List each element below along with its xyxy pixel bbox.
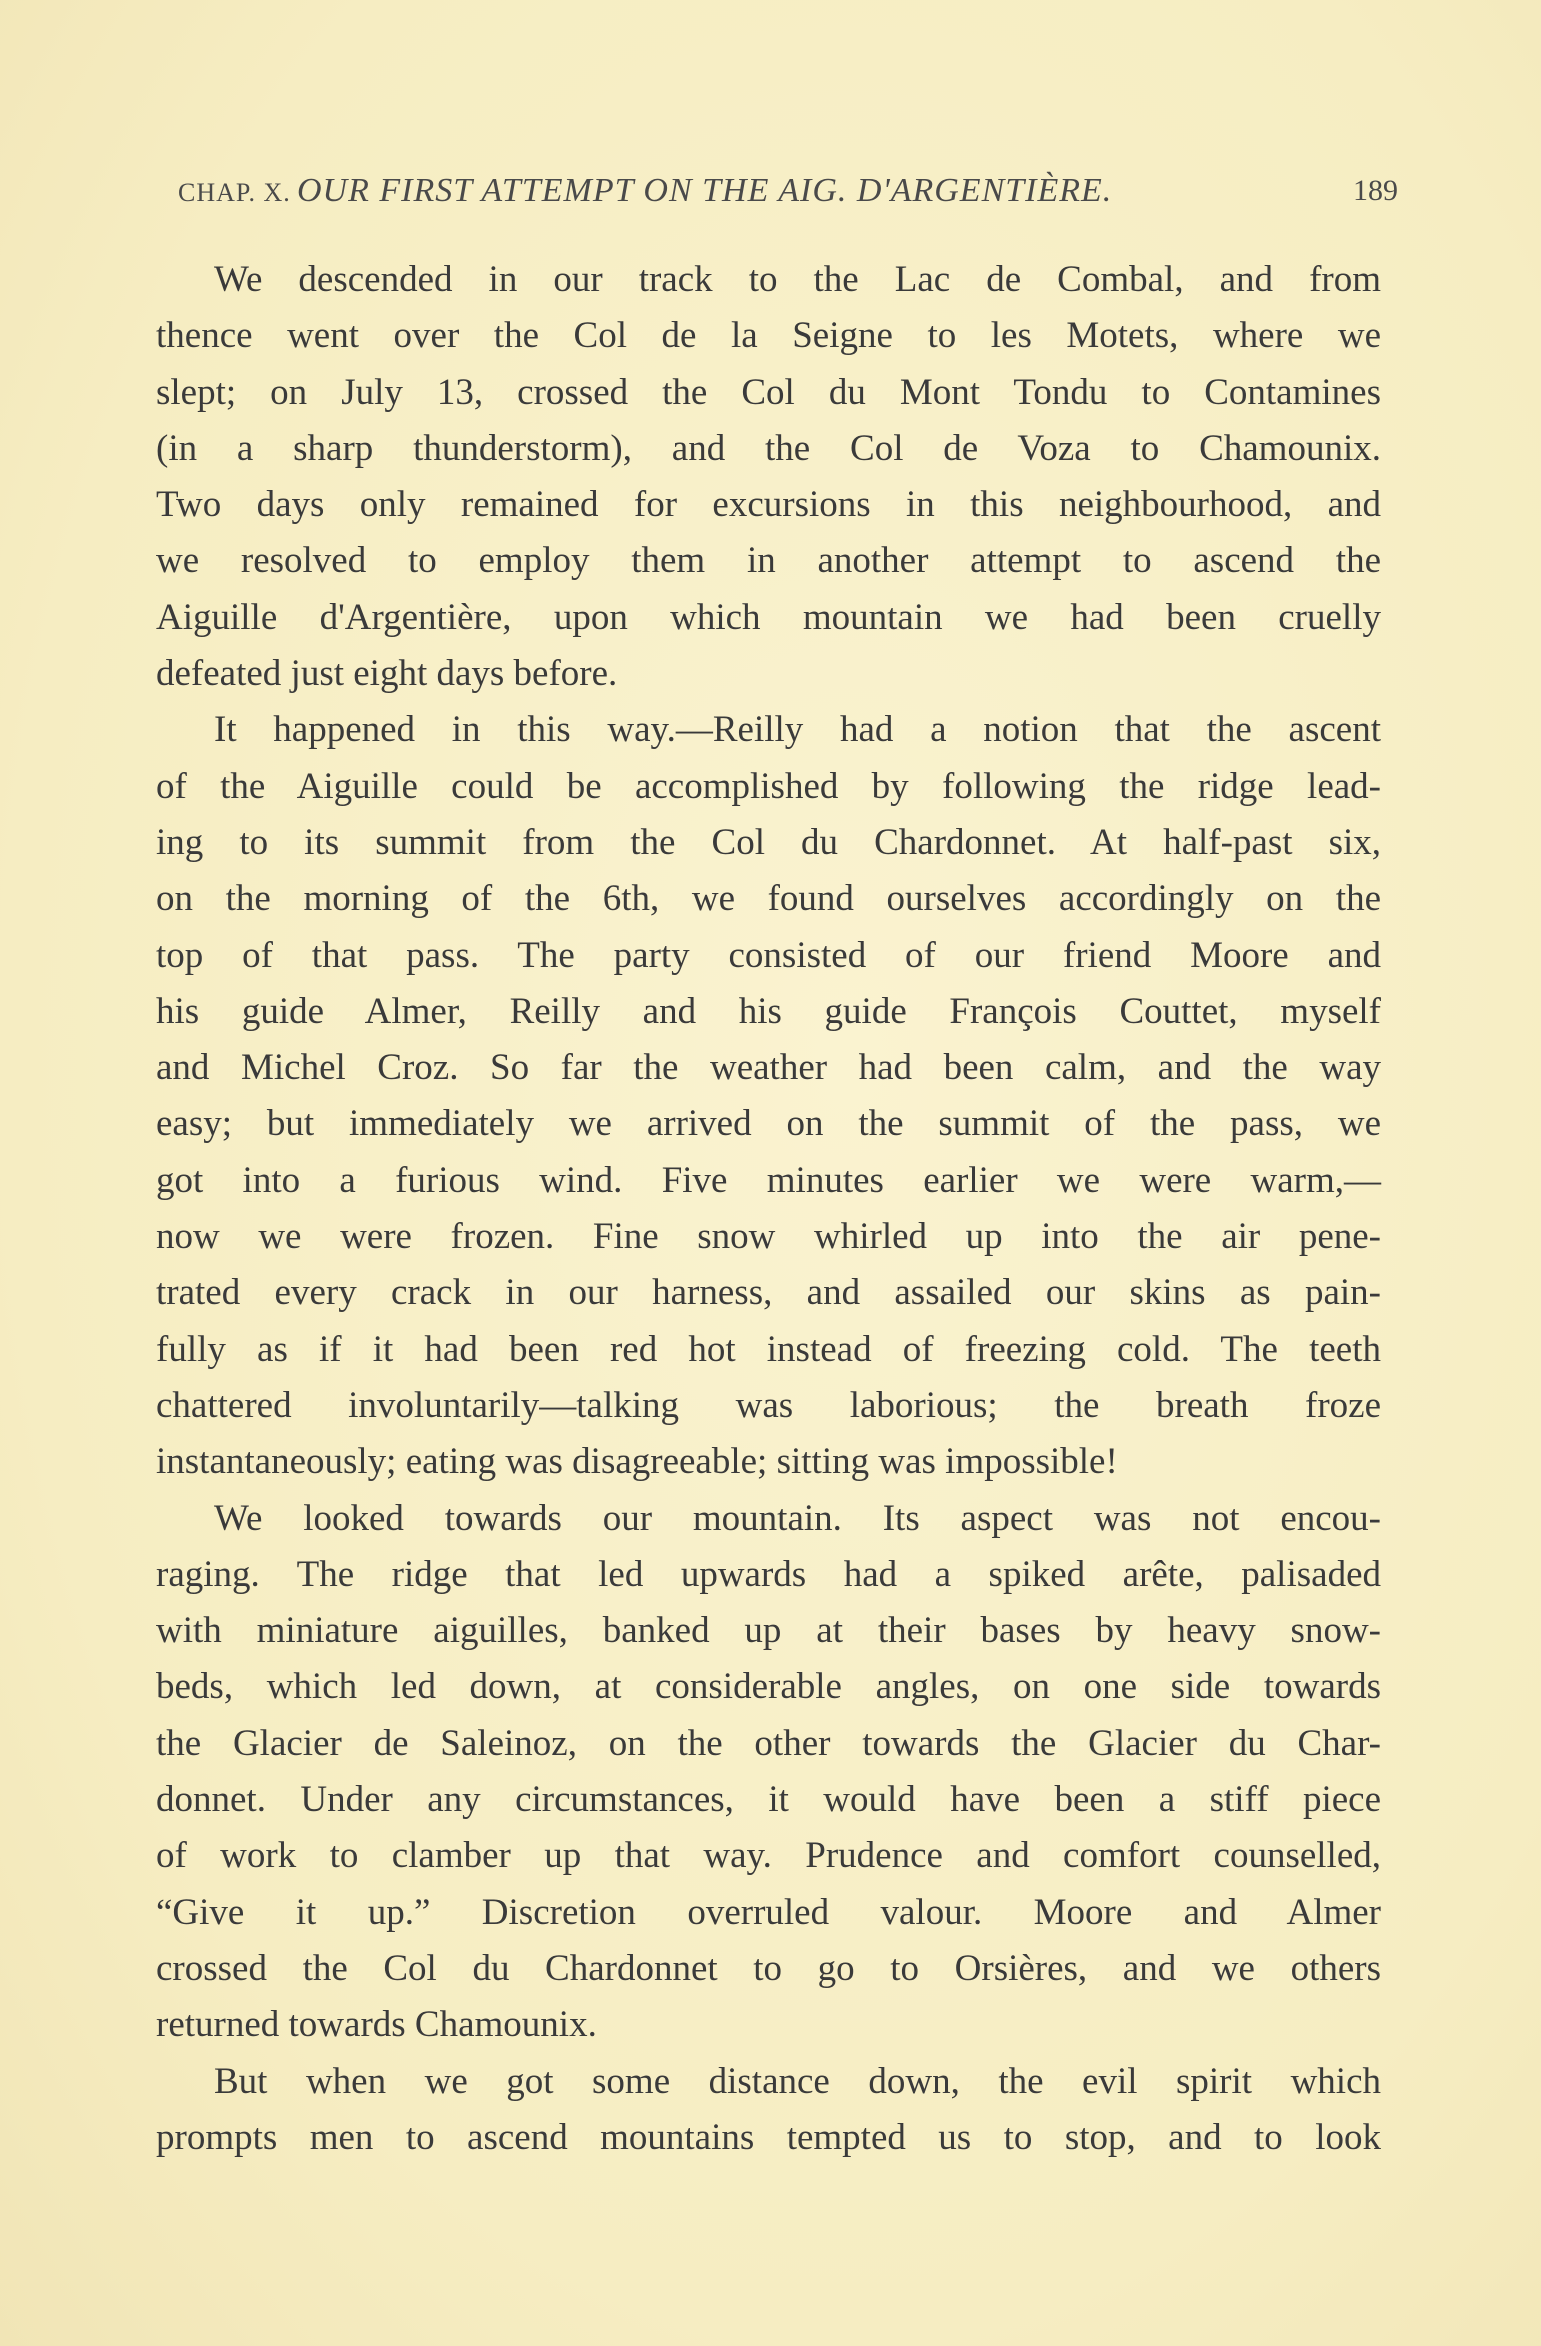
text-line: We descended in our track to the Lac de Combal, and from — [214, 259, 1381, 300]
text-line: prompts men to ascend mountains tempted us to stop, and to look — [156, 2116, 1381, 2158]
chapter-label: CHAP. X. — [178, 178, 291, 207]
text-line: now we were frozen. Fine snow whirled up into the air pene- — [156, 1216, 1381, 1258]
text-line: got into a furious wind. Five minutes earlier we were warm,— — [156, 1159, 1381, 1201]
text-line: on the morning of the 6th, we found ourselves accordingly on the — [156, 878, 1381, 920]
page-number: 189 — [1353, 174, 1398, 207]
text-line: Two days only remained for excursions in this neighbourhood, and — [156, 484, 1381, 526]
text-line: top of that pass. The party consisted of our friend Moore and — [156, 934, 1381, 976]
text-line: instantaneously; eating was disagreeable; sitting was impossible! — [156, 1441, 1118, 1483]
text-line: we resolved to employ them in another attempt to ascend the — [156, 540, 1381, 582]
text-line: trated every crack in our harness, and assailed our skins as pain- — [156, 1272, 1381, 1314]
text-line: easy; but immediately we arrived on the summit of the pass, we — [156, 1103, 1381, 1145]
text-line: of the Aiguille could be accomplished by following the ridge lead- — [156, 765, 1381, 807]
text-line: donnet. Under any circumstances, it would have been a stiff piece — [156, 1779, 1381, 1821]
text-line: We looked towards our mountain. Its aspect was not encou- — [214, 1497, 1381, 1539]
text-line: returned towards Chamounix. — [156, 2004, 597, 2046]
text-line: defeated just eight days before. — [156, 653, 618, 695]
text-line: slept; on July 13, crossed the Col du Mont Tondu to Contamines — [156, 371, 1381, 413]
text-line: Aiguille d'Argentière, upon which mountain we had been cruelly — [156, 596, 1381, 638]
text-line: beds, which led down, at considerable angles, on one side towards — [156, 1666, 1381, 1708]
text-line: fully as if it had been red hot instead of freezing cold. The teeth — [156, 1328, 1381, 1370]
text-line: (in a sharp thunderstorm), and the Col de Voza to Chamounix. — [156, 427, 1381, 469]
text-line: “Give it up.” Discretion overruled valour. Moore and Almer — [156, 1891, 1381, 1933]
text-line: of work to clamber up that way. Prudence and comfort counselled, — [156, 1835, 1381, 1877]
body-text — [156, 252, 1381, 2166]
running-title: OUR FIRST ATTEMPT ON THE AIG. D'ARGENTIÈRE. — [297, 172, 1113, 209]
text-line: But when we got some distance down, the evil spirit which — [214, 2060, 1381, 2102]
text-line: and Michel Croz. So far the weather had been calm, and the way — [156, 1047, 1381, 1089]
text-line: thence went over the Col de la Seigne to les Motets, where we — [156, 315, 1381, 357]
text-line: with miniature aiguilles, banked up at their bases by heavy snow- — [156, 1610, 1381, 1652]
text-line: raging. The ridge that led upwards had a spiked arête, palisaded — [156, 1553, 1381, 1595]
text-line: the Glacier de Saleinoz, on the other towards the Glacier du Char- — [156, 1722, 1381, 1764]
text-line: his guide Almer, Reilly and his guide François Couttet, myself — [156, 990, 1381, 1032]
text-line: crossed the Col du Chardonnet to go to Orsières, and we others — [156, 1947, 1381, 1989]
running-head — [178, 172, 1398, 216]
text-line: It happened in this way.—Reilly had a notion that the ascent — [214, 709, 1381, 751]
text-line: ing to its summit from the Col du Chardonnet. At half-past six, — [156, 821, 1381, 863]
text-line: chattered involuntarily—talking was laborious; the breath froze — [156, 1384, 1381, 1426]
